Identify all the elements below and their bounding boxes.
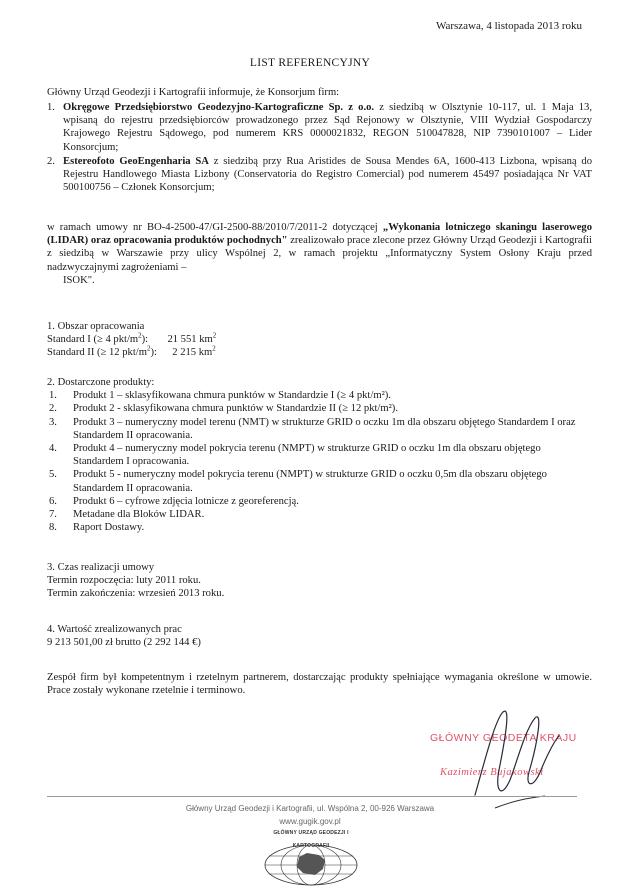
product-item	[47, 442, 592, 468]
product-text: Produkt 1 – sklasyfikowana chmura punktów w Standardzie I (≥ 4 pkt/m²).	[73, 390, 391, 402]
standard-2-row	[47, 346, 587, 359]
section-products	[47, 376, 592, 534]
section-heading: 1. Obszar opracowania	[47, 321, 145, 332]
standard-1-row	[47, 333, 587, 346]
product-item	[47, 389, 592, 402]
footer-website: www.gugik.gov.pl	[279, 817, 341, 826]
company-details: z siedzibą w Olsztynie 10-117, ul. 1 Maja 13, wpisaną do rejestru przedsiębiorców prowadzonego przez Sąd Rejonowy w Olsztynie, VIII Wydział Gospodarczy Krajowego Rejestru Sądowego, pod numerem KRS 0000021832, REGON 510047828, NIP 7390101007 – Lider Konsorcjum;	[63, 102, 592, 153]
closing-paragraph: Zespół firm był kompetentnym i rzetelnym partnerem, dostarczając produkty spełniające wymagania określone w umowie. Prace zostały wykonane rzetelnie i terminowo.	[47, 672, 592, 697]
item-number: 8.	[49, 522, 57, 534]
contract-text-tail: ISOK".	[63, 274, 95, 286]
contract-title: „Wykonania lotniczego skaningu laserowego (LIDAR) oraz opracowania produktów pochodnych"	[47, 222, 592, 247]
company-name: Okręgowe Przedsiębiorstwo Geodezyjno-Kartograficzne Sp. z o.o.	[63, 102, 375, 113]
section-heading: 4. Wartość zrealizowanych prac	[47, 624, 182, 635]
item-number: 2.	[47, 155, 55, 167]
product-text: Produkt 4 – numeryczny model pokrycia terenu (NMPT) w strukturze GRID o oczku 1m dla obszaru objętego Standardem I opracowania.	[73, 443, 541, 468]
item-number: 4.	[49, 443, 57, 455]
product-text: Metadane dla Bloków LIDAR.	[73, 509, 205, 521]
letter-title: LIST REFERENCYJNY	[249, 57, 371, 69]
contract-text-before: w ramach umowy nr BO-4-2500-47/GI-2500-88/2010/7/2011-2 dotyczącej	[47, 222, 383, 233]
product-item	[47, 508, 592, 521]
standard-value: 21 551 km	[167, 334, 213, 346]
product-text: Raport Dostawy.	[73, 522, 145, 534]
item-number: 1.	[47, 102, 55, 113]
official-stamp-name: Kazimierz Bujakowski	[440, 767, 544, 778]
company-details: z siedzibą przy Rua Aristides de Sousa Mendes 6A, 1600-413 Lizbona, wpisaną do Rejestru Handlowego Miasta Lizbony (Conservatoria do Registro Comercial) pod numerem 45497 posiadająca Nr VAT 500100756 – Członek Konsorcjum;	[63, 155, 592, 194]
product-text: Produkt 3 – numeryczny model terenu (NMT) w strukturze GRID o oczku 1m dla obszaru objętego Standardem I oraz Standardem II opracowania.	[73, 416, 576, 441]
superscript: 2	[146, 344, 151, 353]
consortium-item	[47, 155, 592, 195]
standard-label-end: ):	[141, 334, 149, 346]
footer-address: Główny Urząd Geodezji i Kartografii, ul. Wspólna 2, 00-926 Warszawa	[185, 804, 435, 813]
item-number: 7.	[49, 509, 57, 521]
section-schedule	[47, 561, 587, 601]
section-area	[47, 320, 587, 360]
product-item	[47, 416, 592, 442]
product-item	[47, 521, 592, 534]
consortium-list	[47, 101, 592, 195]
item-number: 3.	[49, 416, 57, 428]
start-date: Termin rozpoczęcia: luty 2011 roku.	[47, 575, 201, 587]
item-number: 5.	[49, 469, 57, 481]
item-number: 2.	[49, 403, 57, 415]
standard-label: Standard I (≥ 4 pkt/m	[47, 334, 139, 346]
company-name: Estereofoto GeoEngenharia SA	[63, 155, 209, 167]
logo-text: GŁÓWNY URZĄD GEODEZJI I KARTOGRAFII	[273, 830, 349, 850]
contract-paragraph	[47, 221, 592, 287]
section-heading: 3. Czas realizacji umowy	[47, 562, 155, 573]
product-text: Produkt 2 - sklasyfikowana chmura punktów w Standardzie II (≥ 12 pkt/m²).	[73, 403, 398, 415]
footer-divider	[47, 796, 577, 797]
contract-value: 9 213 501,00 zł brutto (2 292 144 €)	[47, 637, 201, 649]
official-stamp-title: GŁÓWNY GEODETA KRAJU	[430, 732, 577, 744]
item-number: 1.	[49, 390, 57, 402]
superscript: 2	[212, 331, 217, 340]
handwritten-signature	[455, 700, 565, 810]
globe-icon	[255, 827, 367, 889]
intro-paragraph: Główny Urząd Geodezji i Kartografii informuje, że Konsorjum firm:	[47, 87, 340, 98]
consortium-item	[47, 101, 592, 154]
item-number: 6.	[49, 495, 57, 507]
section-value	[47, 623, 587, 649]
section-heading: 2. Dostarczone produkty:	[47, 377, 155, 388]
standard-value: 2 215 km	[172, 347, 213, 359]
standard-label: Standard II (≥ 12 pkt/m	[47, 347, 147, 359]
contract-text-after: zrealizowało prace zlecone przez Główny Urząd Geodezji i Kartografii z siedzibą w Warszawie przy ulicy Wspólnej 2, w ramach projektu „Informatyczny System Osłony Kraju przed nadzwyczajnymi zagrożeniami –	[47, 235, 592, 273]
gugik-logo	[255, 827, 367, 889]
date-line: Warszawa, 4 listopada 2013 roku	[435, 20, 582, 32]
standard-label-end: ):	[150, 347, 157, 359]
product-text: Produkt 6 – cyfrowe zdjęcia lotnicze z georeferencją.	[73, 495, 299, 507]
end-date: Termin zakończenia: wrzesień 2013 roku.	[47, 588, 225, 600]
product-item	[47, 402, 592, 415]
product-text: Produkt 5 - numeryczny model pokrycia terenu (NMPT) w strukturze GRID o oczku 0,5m dla obszaru objętego Standardem II opracowania.	[73, 469, 547, 494]
product-item	[47, 468, 592, 494]
superscript: 2	[212, 344, 216, 353]
product-item	[47, 495, 592, 508]
products-list	[47, 389, 592, 534]
superscript: 2	[138, 331, 142, 340]
